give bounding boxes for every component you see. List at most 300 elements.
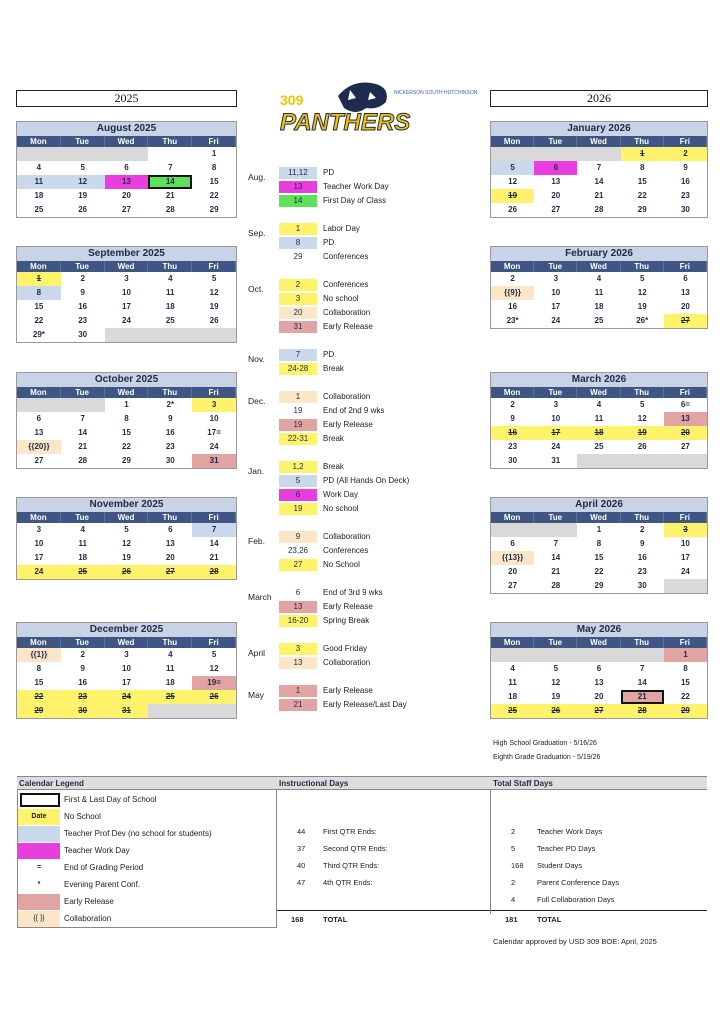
legend-swatch-early-release <box>18 894 60 910</box>
day-cell <box>105 328 149 342</box>
day-cell: 11 <box>508 678 517 687</box>
calendar-week <box>491 398 707 412</box>
day-cell: 24 <box>551 316 561 325</box>
day-cell: 30 <box>680 205 690 214</box>
day-cell: 6 <box>36 414 42 423</box>
day-cell: 27 <box>680 442 690 451</box>
day-cell: 18 <box>34 191 44 200</box>
event-item <box>248 601 468 613</box>
day-cell: 23 <box>680 191 690 200</box>
calendar-week <box>17 203 236 217</box>
day-cell: 2 <box>510 400 515 409</box>
day-cell: 31 <box>551 456 561 465</box>
legend-swatch-work-day <box>18 843 60 859</box>
event-description: Early Release/Last Day <box>323 700 407 709</box>
day-cell: 6= <box>680 400 690 409</box>
event-description: End of 2nd 9 wks <box>323 406 385 415</box>
day-cell: 6 <box>124 163 129 172</box>
day-cell: 4 <box>36 163 42 172</box>
calendar-week <box>491 454 707 468</box>
instructional-title: Instructional Days <box>277 776 491 790</box>
weekday-label: Thu <box>148 136 192 147</box>
event-description: Break <box>323 434 344 443</box>
day-cell: 4 <box>510 664 515 673</box>
day-cell: 23 <box>165 442 175 451</box>
day-cell: 30 <box>508 456 518 465</box>
day-cell: 15 <box>594 553 604 562</box>
day-cell: 15 <box>637 177 647 186</box>
event-month: April <box>248 648 266 658</box>
day-cell: 27 <box>551 205 561 214</box>
event-item <box>248 643 468 658</box>
day-cell: 3 <box>124 650 129 659</box>
event-month: March <box>248 592 272 602</box>
day-cell: 9 <box>80 288 85 297</box>
weekday-label: Thu <box>621 136 664 147</box>
day-cell: 21 <box>209 553 219 562</box>
day-cell: 13 <box>165 539 175 548</box>
calendar-week <box>491 523 707 537</box>
day-cell: 4 <box>168 274 173 283</box>
event-item <box>248 307 468 319</box>
day-cell: 10 <box>209 414 219 423</box>
day-cell: 18 <box>78 553 88 562</box>
day-cell <box>148 704 192 718</box>
weekday-label: Mon <box>491 136 534 147</box>
weekday-header <box>491 512 707 523</box>
day-cell: 28 <box>192 565 236 579</box>
event-month: Sep. <box>248 228 266 238</box>
day-cell: 4 <box>168 650 173 659</box>
day-cell: {{20}} <box>17 440 61 454</box>
staff-count: 4 <box>511 895 516 904</box>
event-date: 13 <box>279 181 317 193</box>
calendar-may-2026 <box>490 622 708 719</box>
day-cell: 25 <box>165 316 175 325</box>
staff-label: Parent Conference Days <box>537 878 620 887</box>
day-cell <box>491 147 534 161</box>
calendar-week <box>491 203 707 217</box>
day-cell <box>17 398 61 412</box>
day-cell: 11 <box>594 288 604 297</box>
event-date: 13 <box>279 601 317 613</box>
event-date: 8 <box>279 237 317 249</box>
event-item <box>248 321 468 333</box>
event-description: Break <box>323 462 344 471</box>
day-cell: 8 <box>124 414 129 423</box>
day-cell <box>148 328 192 342</box>
day-cell: 9 <box>510 414 515 423</box>
legend-label-first-last: First & Last Day of School <box>64 795 157 804</box>
event-date: 11,12 <box>279 167 317 179</box>
weekday-label: Thu <box>621 512 664 523</box>
day-cell: 9 <box>639 539 645 548</box>
calendar-february-2026 <box>490 246 708 329</box>
event-date: 19 <box>279 503 317 515</box>
event-item <box>248 279 468 294</box>
day-cell: 17 <box>122 678 131 687</box>
day-cell: 11 <box>166 664 175 673</box>
weekday-label: Fri <box>192 512 236 523</box>
day-cell: 1 <box>596 525 602 534</box>
day-cell: 12 <box>637 288 647 297</box>
calendar-week <box>491 161 707 175</box>
day-cell: 3 <box>664 523 707 537</box>
weekday-header <box>491 387 707 398</box>
instr-label: Third QTR Ends: <box>323 861 380 870</box>
day-cell: 28 <box>594 205 604 214</box>
event-date: 2 <box>279 279 317 291</box>
instr-label: First QTR Ends: <box>323 827 377 836</box>
event-month: Jan. <box>248 466 265 476</box>
day-cell: 23 <box>78 316 88 325</box>
calendar-week <box>491 314 707 328</box>
day-cell: {{9}} <box>491 286 534 300</box>
weekday-label: Tue <box>534 136 577 147</box>
day-cell: 22 <box>637 191 647 200</box>
legend-label-prof-dev: Teacher Prof Dev (no school for students) <box>64 829 212 838</box>
event-description: PD (All Hands On Deck) <box>323 476 410 485</box>
day-cell: 14 <box>594 177 604 186</box>
calendar-week <box>491 676 707 690</box>
legend-swatch-grading: = <box>36 864 42 871</box>
event-month: Oct. <box>248 284 264 294</box>
day-cell: 31 <box>192 454 236 468</box>
event-description: No School <box>323 560 360 569</box>
day-cell: 20 <box>165 553 175 562</box>
day-cell: 26 <box>534 704 577 718</box>
calendar-week <box>17 426 236 440</box>
day-cell: 22 <box>594 567 604 576</box>
day-cell: 10 <box>122 664 131 673</box>
day-cell: 17 <box>534 426 577 440</box>
calendar-week <box>17 161 236 175</box>
weekday-label: Wed <box>577 637 620 648</box>
weekday-label: Fri <box>664 261 707 272</box>
legend-section <box>17 776 707 928</box>
day-cell: 15 <box>122 428 131 437</box>
day-cell <box>577 454 620 468</box>
day-cell: 19 <box>78 191 88 200</box>
weekday-label: Tue <box>534 637 577 648</box>
day-cell: 7 <box>639 664 645 673</box>
legend-swatch-no-school: Date <box>18 809 60 825</box>
day-cell: 5 <box>80 163 85 172</box>
event-date: 1 <box>279 685 317 697</box>
day-cell: 28 <box>165 205 175 214</box>
day-cell: 5 <box>491 161 534 175</box>
calendar-week <box>491 537 707 551</box>
day-cell: 25 <box>491 704 534 718</box>
weekday-header <box>17 512 236 523</box>
event-date: 24-28 <box>279 363 317 375</box>
day-cell: 12 <box>122 539 131 548</box>
event-description: PD <box>323 238 335 247</box>
calendar-december-2025 <box>16 622 237 719</box>
total-divider <box>277 910 490 911</box>
calendar-march-2026 <box>490 372 708 469</box>
year-2025-label: 2025 <box>16 90 237 107</box>
day-cell: 20 <box>551 191 561 200</box>
event-description: End of 3rd 9 wks <box>323 588 383 597</box>
day-cell: 7 <box>192 523 236 537</box>
calendar-week <box>17 300 236 314</box>
calendar-week <box>17 690 236 704</box>
day-cell: 5 <box>211 650 217 659</box>
day-cell: 5 <box>124 525 129 534</box>
day-cell: 12 <box>61 175 105 189</box>
day-cell: 13 <box>105 175 149 189</box>
day-cell: 5 <box>639 400 645 409</box>
march-title: March 2026 <box>491 373 707 387</box>
day-cell: 20 <box>508 567 518 576</box>
day-cell: 7 <box>596 163 602 172</box>
weekday-label: Tue <box>61 637 105 648</box>
calendar-week <box>17 648 236 662</box>
weekday-label: Wed <box>577 261 620 272</box>
calendar-week <box>17 189 236 203</box>
event-date: 9 <box>279 531 317 543</box>
weekday-label: Tue <box>61 261 105 272</box>
day-cell: 21 <box>551 567 561 576</box>
event-item <box>248 685 468 700</box>
day-cell: 4 <box>596 274 602 283</box>
calendar-october-2025 <box>16 372 237 469</box>
instr-label: Second QTR Ends: <box>323 844 388 853</box>
day-cell: 21 <box>78 442 88 451</box>
february-title: February 2026 <box>491 247 707 261</box>
day-cell: 3 <box>192 398 236 412</box>
day-cell: 5 <box>211 274 217 283</box>
staff-total-label: TOTAL <box>537 915 562 924</box>
hs-graduation: High School Graduation - 5/16/26 <box>493 740 597 747</box>
staff-count: 2 <box>511 878 516 887</box>
legend-swatch-collab: {{ }} <box>18 911 60 927</box>
day-cell <box>17 147 61 161</box>
november-title: November 2025 <box>17 498 236 512</box>
day-cell: 15 <box>34 678 44 687</box>
day-cell: 31 <box>105 704 149 718</box>
weekday-label: Wed <box>577 512 620 523</box>
event-item <box>248 167 468 182</box>
event-date: 16-20 <box>279 615 317 627</box>
day-cell: 30 <box>637 581 647 590</box>
day-cell: 3 <box>553 274 559 283</box>
day-cell: 13 <box>34 428 44 437</box>
day-cell: 10 <box>551 288 561 297</box>
weekday-label: Thu <box>621 637 664 648</box>
event-description: Conferences <box>323 546 369 555</box>
day-cell <box>61 147 105 161</box>
event-description: Collaboration <box>323 658 371 667</box>
day-cell: 23 <box>508 442 518 451</box>
weekday-label: Fri <box>192 387 236 398</box>
day-cell: 29 <box>664 704 707 718</box>
day-cell: 5 <box>639 274 645 283</box>
october-title: October 2025 <box>17 373 236 387</box>
event-item <box>248 391 468 406</box>
day-cell: 16 <box>680 177 690 186</box>
weekday-label: Wed <box>577 136 620 147</box>
day-cell: 9 <box>80 664 85 673</box>
day-cell: 24 <box>680 567 690 576</box>
total-divider <box>491 910 707 911</box>
day-cell: 18 <box>594 302 604 311</box>
day-cell: 27 <box>577 704 620 718</box>
day-cell: 2 <box>80 650 85 659</box>
instr-total-label: TOTAL <box>323 915 348 924</box>
day-cell <box>148 147 192 161</box>
day-cell: 11 <box>166 288 175 297</box>
staff-count: 2 <box>511 827 516 836</box>
legend-box <box>17 790 277 928</box>
day-cell: 26 <box>637 442 647 451</box>
event-item <box>248 237 468 249</box>
weekday-label: Tue <box>61 387 105 398</box>
calendar-week <box>491 704 707 718</box>
day-cell: 6 <box>596 664 602 673</box>
calendar-week <box>491 690 707 704</box>
event-date: 19 <box>293 406 303 415</box>
day-cell <box>577 147 620 161</box>
event-description: No school <box>323 294 359 303</box>
weekday-label: Thu <box>148 261 192 272</box>
event-date: 27 <box>279 559 317 571</box>
logo-name: PANTHERS <box>280 109 411 136</box>
day-cell: 17= <box>207 428 221 437</box>
day-cell <box>61 398 105 412</box>
day-cell: 24 <box>17 565 61 579</box>
legend-label-conf: Evening Parent Conf. <box>64 880 141 889</box>
day-cell: 29* <box>32 330 45 339</box>
calendar-week <box>491 147 707 161</box>
day-cell: 13 <box>664 412 707 426</box>
event-date: 6 <box>295 588 301 597</box>
may-title: May 2026 <box>491 623 707 637</box>
event-item <box>248 531 468 546</box>
day-cell: 9 <box>683 163 688 172</box>
event-date: 21 <box>279 699 317 711</box>
day-cell: 10 <box>34 539 44 548</box>
day-cell: 24 <box>122 316 131 325</box>
day-cell: 27 <box>508 581 518 590</box>
event-date: 13 <box>279 657 317 669</box>
event-month: May <box>248 690 265 700</box>
weekday-label: Mon <box>17 637 61 648</box>
day-cell: 13 <box>551 177 561 186</box>
day-cell: 19 <box>637 302 647 311</box>
approval-note: Calendar approved by USD 309 BOE: April, 2025 <box>493 937 657 946</box>
legend-swatch-conf: * <box>37 881 41 888</box>
day-cell: 17 <box>122 302 131 311</box>
event-date: 29 <box>293 252 303 261</box>
day-cell: 23 <box>61 690 105 704</box>
event-item <box>248 251 468 263</box>
day-cell: 13 <box>594 678 604 687</box>
day-cell: 8 <box>17 286 61 300</box>
weekday-label: Thu <box>148 512 192 523</box>
day-cell: 26 <box>209 316 219 325</box>
day-cell: 1 <box>621 147 664 161</box>
event-month: Feb. <box>248 536 266 546</box>
day-cell: 11 <box>594 414 604 423</box>
day-cell: 22 <box>680 692 690 701</box>
day-cell: 18 <box>577 426 620 440</box>
event-date: 5 <box>279 475 317 487</box>
event-item <box>248 615 468 627</box>
event-item <box>248 181 468 193</box>
day-cell: 16 <box>491 426 534 440</box>
calendar-week <box>491 300 707 314</box>
day-cell: 6 <box>534 161 577 175</box>
weekday-label: Fri <box>664 387 707 398</box>
calendar-january-2026 <box>490 121 708 218</box>
instr-count: 47 <box>297 878 306 887</box>
day-cell: 22 <box>17 690 61 704</box>
day-cell: 12 <box>551 678 561 687</box>
instr-label: 4th QTR Ends: <box>323 878 373 887</box>
day-cell: 7 <box>168 163 173 172</box>
day-cell: 29 <box>209 205 219 214</box>
event-date: 19 <box>279 419 317 431</box>
day-cell: 2 <box>510 274 515 283</box>
day-cell <box>105 147 149 161</box>
legend-label-work-day: Teacher Work Day <box>64 846 130 855</box>
staff-days-table <box>491 790 707 924</box>
day-cell: 16 <box>637 553 647 562</box>
event-month: Dec. <box>248 396 266 406</box>
calendar-week <box>17 147 236 161</box>
calendar-week <box>491 565 707 579</box>
event-description: Early Release <box>323 602 373 611</box>
calendar-november-2025 <box>16 497 237 580</box>
weekday-label: Mon <box>491 637 534 648</box>
instr-count: 40 <box>297 861 306 870</box>
staff-label: Student Days <box>537 861 583 870</box>
8th-graduation: Eighth Grade Graduation - 5/19/26 <box>493 754 601 761</box>
event-description: Conferences <box>323 280 369 289</box>
event-date: 31 <box>279 321 317 333</box>
day-cell: 14 <box>637 678 647 687</box>
day-cell: 25 <box>34 205 44 214</box>
day-cell: 16 <box>78 302 88 311</box>
day-cell <box>664 579 707 593</box>
weekday-label: Mon <box>17 261 61 272</box>
day-cell: 15 <box>209 177 219 186</box>
day-cell: 24 <box>105 690 149 704</box>
calendar-week <box>491 440 707 454</box>
day-cell: 20 <box>122 191 131 200</box>
day-cell <box>491 523 534 537</box>
event-date: 20 <box>279 307 317 319</box>
calendar-week <box>491 579 707 593</box>
weekday-label: Mon <box>17 136 61 147</box>
event-item <box>248 293 468 305</box>
day-cell <box>621 454 664 468</box>
logo-district: NICKERSON SOUTH HUTCHINSON <box>394 90 478 96</box>
panthers-logo <box>278 78 478 140</box>
event-item <box>248 223 468 238</box>
day-cell: 16 <box>508 302 518 311</box>
staff-label: Teacher PD Days <box>537 844 596 853</box>
day-cell: 30 <box>61 704 105 718</box>
day-cell: 6 <box>510 539 515 548</box>
day-cell: 2 <box>664 147 707 161</box>
day-cell: 19 <box>491 189 534 203</box>
day-cell: 24 <box>551 442 561 451</box>
day-cell: 22 <box>122 442 131 451</box>
august-title: August 2025 <box>17 122 236 136</box>
